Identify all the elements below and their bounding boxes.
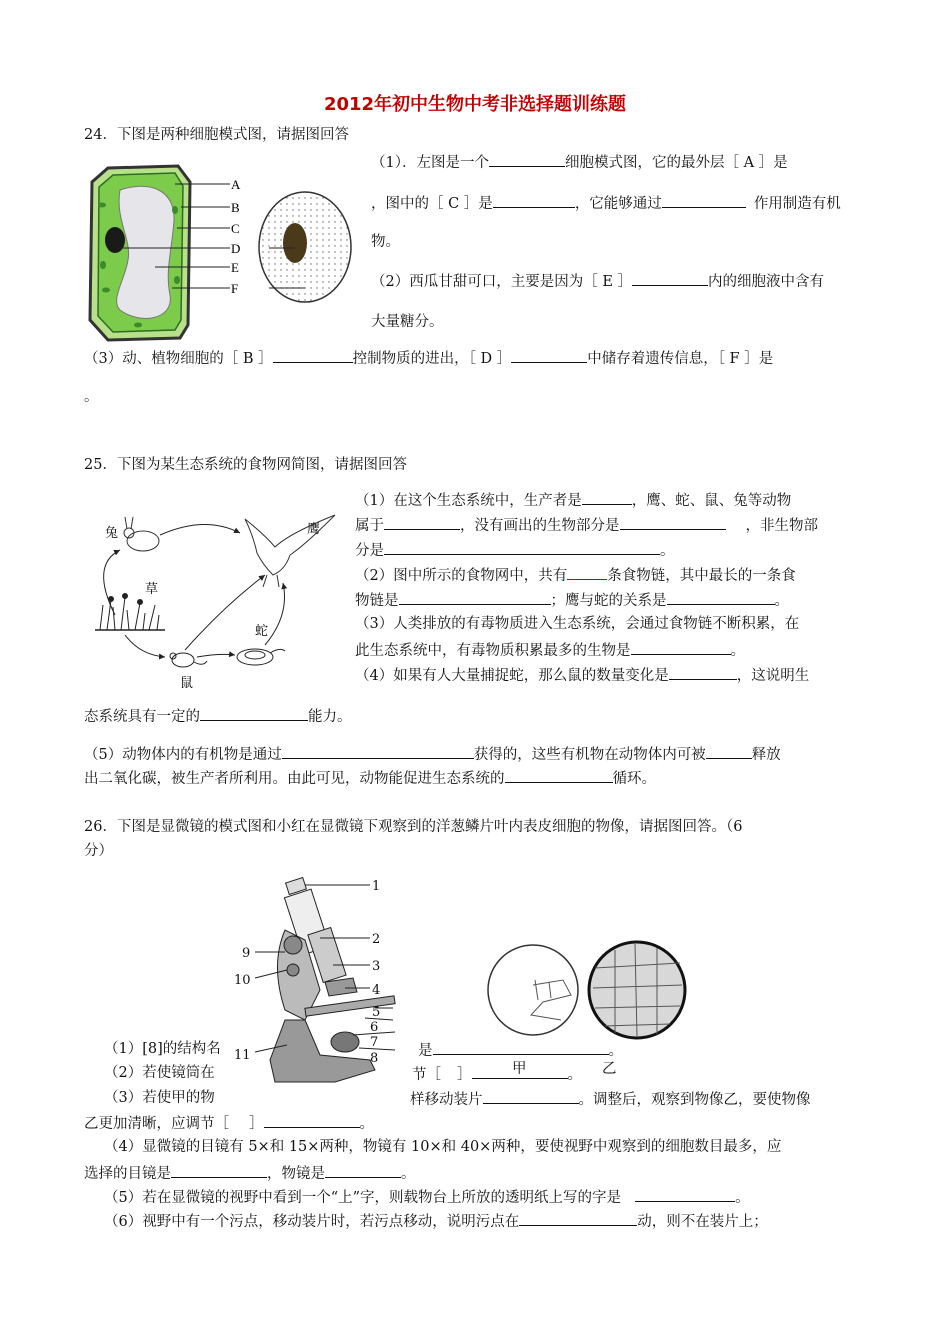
blank[interactable] (433, 1040, 609, 1055)
blank[interactable] (667, 590, 775, 605)
num-3: 3 (372, 959, 381, 974)
food-web-figure (85, 505, 350, 695)
blank[interactable] (325, 1163, 401, 1178)
blank[interactable] (489, 152, 565, 167)
q25-8b: ，这说明生 (736, 668, 810, 684)
q25-2a: 属于 (355, 518, 384, 534)
q25-10b: 获得的，这些有机物在动物体内可被 (473, 747, 706, 763)
q26-2d: 。 (567, 1067, 582, 1083)
num-2: 2 (372, 932, 381, 947)
blank[interactable] (632, 271, 708, 286)
q26-2a: （2）若使镜筒在 (104, 1065, 215, 1081)
view-jia-figure (483, 940, 583, 1040)
q26-5a: （5）若在显微镜的视野中看到一个“上”字，则载物台上所放的透明纸上写的字是 (104, 1190, 622, 1206)
q24-2b: 内的细胞液中含有 (708, 274, 825, 290)
view-yi-figure (585, 938, 690, 1043)
nucleus (105, 227, 125, 253)
q25-11a: 出二氧化碳，被生产者所利用。由此可见，动物能促进生态系统的 (84, 771, 505, 787)
q24-3a: （3）动、植物细胞的［ B ］ (84, 351, 273, 367)
blank[interactable] (399, 590, 551, 605)
q26-6a: （6）视野中有一个污点，移动装片时，若污点移动，说明污点在 (104, 1214, 520, 1230)
microscope-figure (225, 870, 415, 1095)
num-10: 10 (234, 973, 251, 988)
q24-1d: ，它能够通过 (574, 196, 662, 212)
q26-5b: 。 (735, 1190, 750, 1206)
q26-stem-2: 分） (84, 843, 113, 859)
blank[interactable] (582, 490, 632, 505)
blank[interactable] (519, 1211, 637, 1226)
blank[interactable] (264, 1113, 360, 1128)
q25-10a: （5）动物体内的有机物是通过 (84, 747, 282, 763)
q26-2c: ］ (457, 1067, 472, 1083)
blank[interactable] (631, 640, 731, 655)
q24-1b: 细胞模式图，它的最外层［ A ］是 (564, 155, 788, 171)
q25-10c: 释放 (751, 747, 781, 763)
blank[interactable] (669, 665, 737, 680)
q25-5b: ；鹰与蛇的关系是 (550, 593, 667, 609)
label-snake: 蛇 (255, 624, 269, 639)
blank[interactable] (384, 540, 660, 555)
q24-2a: （2）西瓜甘甜可口，主要是因为［ E ］ (371, 274, 633, 290)
q26-3e: ］ (249, 1116, 264, 1132)
q26-4a: （4）显微镜的目镜有 5×和 15×两种，物镜有 10×和 40×两种，要使视野中观察到的细胞数目最多，应 (104, 1139, 782, 1155)
q26-3c: 。调整后，观察到物像乙，要使物像 (578, 1092, 811, 1108)
q26-1a: （1）[8]的结构名 (104, 1041, 221, 1057)
q26-2b: 节［ (412, 1067, 441, 1083)
q24-3b: 控制物质的进出，［ D ］ (352, 351, 512, 367)
num-7: 7 (370, 1035, 379, 1050)
label-b: B (231, 200, 240, 215)
blank[interactable] (483, 1089, 579, 1104)
q26-3a: （3）若使甲的物 (104, 1090, 215, 1106)
num-5: 5 (372, 1005, 381, 1020)
q25-5c: 。 (774, 593, 789, 609)
label-jia: 甲 (512, 1061, 527, 1077)
q24-1a: （1）．左图是一个 (371, 155, 489, 171)
blank[interactable] (171, 1163, 267, 1178)
q24-1c: ，图中的［ C ］是 (371, 196, 493, 212)
blank[interactable] (511, 348, 587, 363)
q26-3b: 样移动装片 (410, 1092, 483, 1108)
eagle-icon (245, 515, 335, 587)
q24-1f: 物。 (371, 234, 400, 250)
q26-1c: 。 (608, 1043, 623, 1059)
num-11: 11 (234, 1048, 251, 1063)
q24-2c: 大量糖分。 (371, 314, 444, 330)
rabbit-icon (124, 517, 159, 551)
q25-11b: 循环。 (612, 771, 656, 787)
label-e: E (231, 260, 239, 275)
label-eagle: 鹰 (307, 522, 321, 537)
q25-3b: 。 (660, 543, 675, 559)
num-1: 1 (372, 879, 381, 894)
q24-1e: 作用制造有机 (753, 196, 841, 212)
q25-1a: （1）在这个生态系统中，生产者是 (355, 493, 582, 509)
num-4: 4 (372, 983, 381, 998)
fine-knob (287, 964, 299, 976)
plant-cell-figure (80, 160, 270, 345)
label-d: D (231, 241, 241, 256)
num-6: 6 (370, 1020, 379, 1035)
blank[interactable] (282, 744, 474, 759)
q26-4c: ，物镜是 (267, 1166, 325, 1182)
q25-2b: ，没有画出的生物部分是 (460, 518, 620, 534)
q25-7a: 此生态系统中，有毒物质积累最多的生物是 (355, 643, 631, 659)
blank[interactable] (505, 768, 613, 783)
q25-5a: 物链是 (355, 593, 399, 609)
q25-9a: 态系统具有一定的 (84, 709, 200, 725)
coarse-knob (284, 936, 302, 954)
q25-4b: 条食物链，其中最长的一条食 (607, 568, 796, 584)
mouse-icon (170, 653, 207, 667)
q26-4b: 选择的目镜是 (84, 1166, 171, 1182)
q26-1b: 是 (418, 1043, 433, 1059)
animal-cell-nucleus (283, 223, 307, 263)
label-mouse: 鼠 (180, 676, 194, 691)
blank[interactable] (620, 515, 726, 530)
q25-8a: （4）如果有人大量捕捉蛇，那么鼠的数量变化是 (355, 668, 669, 684)
q25-3a: 分是 (355, 543, 384, 559)
label-grass: 草 (145, 582, 159, 597)
label-f: F (231, 281, 239, 296)
animal-cell-figure (255, 190, 355, 310)
num-8: 8 (370, 1051, 379, 1066)
q25-4a: （2）图中所示的食物网中，共有 (355, 568, 568, 584)
q25-1b: ，鹰、蛇、鼠、兔等动物 (631, 493, 792, 509)
q24-stem: 24．下图是两种细胞模式图，请据图回答 (84, 127, 349, 143)
q25-6: （3）人类排放的有毒物质进入生态系统，会通过食物链不断积累，在 (355, 616, 800, 632)
q26-6b: 动，则不在装片上； (637, 1214, 768, 1230)
num-9: 9 (242, 946, 251, 961)
label-a: A (231, 177, 241, 192)
grass-icon (95, 594, 165, 631)
page-title: 2012年初中生物中考非选择题训练题 (323, 94, 627, 115)
q24-3c: 中储存着遗传信息，［ F ］是 (587, 351, 774, 367)
blank[interactable] (662, 193, 746, 208)
q26-3f: 。 (359, 1116, 374, 1132)
label-c: C (231, 221, 240, 236)
q26-3d: 乙更加清晰，应调节［ (84, 1116, 229, 1132)
snake-icon (237, 649, 285, 665)
blank[interactable] (273, 348, 353, 363)
q25-9b: 能力。 (308, 709, 352, 725)
blank[interactable] (472, 1064, 568, 1079)
q25-2c: ，非生物部 (745, 518, 818, 534)
q25-7b: 。 (730, 643, 745, 659)
blank[interactable] (706, 744, 752, 759)
blank[interactable] (493, 193, 575, 208)
blank[interactable] (567, 565, 607, 580)
blank[interactable] (384, 515, 460, 530)
q24-3d: 。 (84, 389, 99, 405)
blank[interactable] (200, 706, 308, 721)
label-yi: 乙 (602, 1061, 617, 1077)
blank[interactable] (635, 1187, 735, 1202)
q25-stem: 25．下图为某生态系统的食物网简图，请据图回答 (84, 457, 407, 473)
label-rabbit: 兔 (105, 526, 119, 541)
q26-stem-1: 26．下图是显微镜的模式图和小红在显微镜下观察到的洋葱鳞片叶内表皮细胞的物像，请据图回答。（6 (84, 819, 743, 835)
q26-4d: 。 (401, 1166, 416, 1182)
